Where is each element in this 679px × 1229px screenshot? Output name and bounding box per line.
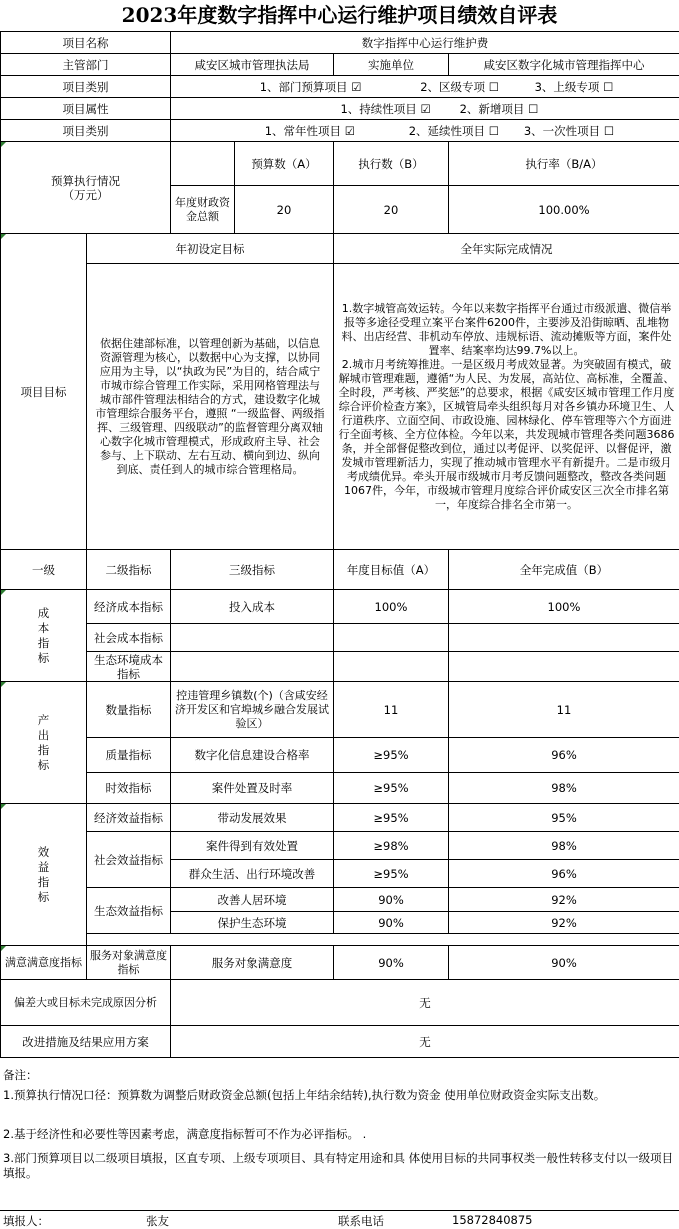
row-l2: 时效指标: [87, 773, 171, 804]
ind-header-l3: 三级指标: [171, 550, 334, 590]
row-a: ≥95%: [334, 860, 449, 888]
lvl1-benefit: 效益指标: [1, 804, 87, 946]
filler-name: 张友: [146, 1213, 169, 1229]
phone-value: 15872840875: [452, 1213, 532, 1227]
row-a: 90%: [334, 946, 449, 980]
row-l3: [171, 624, 334, 652]
row-b: 92%: [449, 888, 679, 912]
row-l3: 带动发展效果: [171, 804, 334, 832]
lvl1-output: 产出指标: [1, 682, 87, 804]
goal-label: 项目目标: [1, 234, 87, 550]
row-b: 92%: [449, 912, 679, 934]
row-b: [449, 652, 679, 682]
row-a: 100%: [334, 590, 449, 624]
filler-label: 填报人：: [3, 1213, 49, 1229]
budget-value-a: 20: [235, 186, 334, 234]
row-b: 98%: [449, 832, 679, 860]
lvl1-satisfaction: 满意满意度指标: [1, 946, 87, 980]
row-b: 100%: [449, 590, 679, 624]
row-l3: 投入成本: [171, 590, 334, 624]
row-l2: 社会成本指标: [87, 624, 171, 652]
impl-value: 咸安区数字化城市管理指挥中心: [449, 54, 679, 76]
budget-header-a: 预算数（A）: [235, 142, 334, 186]
attr-label: 项目属性: [1, 98, 171, 120]
category1-label: 项目类别: [1, 76, 171, 98]
row-b: 96%: [449, 738, 679, 773]
ind-header-l1: 一级: [1, 550, 87, 590]
note-3: 3.部门预算项目以二级项目填报，区直专项、上级专项项目、具有特定用途和具 体使用目标的共同事权类一般性转移支付以一级项目填报。: [3, 1151, 676, 1181]
goal-header-right: 全年实际完成情况: [334, 234, 679, 264]
phone-label: 联系电话: [338, 1213, 384, 1229]
category2-label: 项目类别: [1, 120, 171, 142]
goal-right-text: 1.数字城管高效运转。今年以来数字指挥平台通过市级派遣、微信举报等多途径受理立案平台案件6200件，主要涉及沿街晾晒、乱堆物料、出店经营、非机动车停放、违规标语、流动摊贩等方面，案件处置率、结案率均达99.7%以上。 2.城市月考统筹推进。一是区级月考成效显著。为突破固有模式，破解城市管理难题，遵循“为人民、为发展，高站位、高标准，全覆盖、全时段，严考核、严奖惩”的总要求，根据《咸安区城市管理工作月度综合评价检查方案》，区城管局牵头组织每月对各乡镇办环境卫生、人行道秩序、立面空间、市政设施、园林绿化、停车管理等六个方面进行全面考核、全方位体检。今年以来，共发现城市管理各类问题3686 条，并全部督促整改到位，通过以考促评、以奖促评、以督促评，激发城市管理新活力，实现了推动城市管理水平有新提升。二是市级月考成绩优异。牵头开展市级城市月考反馈问题整改，整改各类问题1067件，今年，市级城市管理月度综合评价咸安区三次全市排名第一，年度综合排名全市第一。: [334, 264, 679, 550]
attr-opt-continuous[interactable]: 1、持续性项目 ☑: [312, 102, 460, 116]
row-a: [334, 624, 449, 652]
row-l2: 生态环境成本指标: [87, 652, 171, 682]
row-l3: 群众生活、出行环境改善: [171, 860, 334, 888]
deviation-value: 无: [171, 980, 679, 1026]
row-b: 90%: [449, 946, 679, 980]
page-title: 2023年度数字指挥中心运行维护项目绩效自评表: [0, 0, 679, 31]
row-b: [449, 624, 679, 652]
row-b: 11: [449, 682, 679, 738]
category1-opt-upper[interactable]: 3、上级专项 ☐: [535, 80, 614, 94]
evaluation-table: [0, 31, 679, 1058]
budget-row-label: 年度财政资金总额: [171, 186, 235, 234]
row-l2: 数量指标: [87, 682, 171, 738]
row-l2: 质量指标: [87, 738, 171, 773]
improve-label: 改进措施及结果应用方案: [1, 1026, 171, 1058]
row-a: ≥98%: [334, 832, 449, 860]
row-a: 90%: [334, 912, 449, 934]
footer: [0, 1210, 679, 1229]
category2-options: [171, 120, 679, 142]
budget-header-rate: 执行率（B/A）: [449, 142, 679, 186]
category2-opt-annual[interactable]: 1、常年性项目 ☑: [236, 124, 384, 138]
row-a: 11: [334, 682, 449, 738]
lvl1-cost: 成本指标: [1, 590, 87, 682]
row-a: 90%: [334, 888, 449, 912]
row-l3: 数字化信息建设合格率: [171, 738, 334, 773]
attr-opt-new[interactable]: 2、新增项目 ☐: [460, 102, 539, 116]
row-l3: 改善人居环境: [171, 888, 334, 912]
budget-value-rate: 100.00%: [449, 186, 679, 234]
ind-header-b: 全年完成值（B）: [449, 550, 679, 590]
ind-header-l2: 二级指标: [87, 550, 171, 590]
row-l2: 经济成本指标: [87, 590, 171, 624]
row-l3: 保护生态环境: [171, 912, 334, 934]
row-l3: 控违管理乡镇数(个)（含咸安经济开发区和官埠城乡融合发展试验区）: [171, 682, 334, 738]
row-a: [334, 652, 449, 682]
category2-opt-extend[interactable]: 2、延续性项目 ☐: [384, 124, 524, 138]
note-2: 2.基于经济性和必要性等因素考虑，满意度指标暂可不作为必评指标。 .: [3, 1127, 676, 1142]
category2-opt-once[interactable]: 3、一次性项目 ☐: [524, 124, 614, 138]
dept-value: 咸安区城市管理执法局: [171, 54, 334, 76]
row-b: 98%: [449, 773, 679, 804]
improve-value: 无: [171, 1026, 679, 1058]
row-l3: 案件得到有效处置: [171, 832, 334, 860]
row-l2: 服务对象满意度指标: [87, 946, 171, 980]
goal-header-left: 年初设定目标: [87, 234, 334, 264]
category1-options: [171, 76, 679, 98]
attr-options: [171, 98, 679, 120]
row-l3: 案件处置及时率: [171, 773, 334, 804]
row-a: ≥95%: [334, 773, 449, 804]
dept-label: 主管部门: [1, 54, 171, 76]
row-l3: 服务对象满意度: [171, 946, 334, 980]
project-name-value: 数字指挥中心运行维护费: [171, 32, 679, 54]
row-a: ≥95%: [334, 738, 449, 773]
budget-header-b: 执行数（B）: [334, 142, 449, 186]
budget-label: 预算执行情况 （万元）: [1, 142, 171, 234]
deviation-label: 偏差大或目标未完成原因分析: [1, 980, 171, 1026]
row-l2: 社会效益指标: [87, 832, 171, 888]
project-name-label: 项目名称: [1, 32, 171, 54]
category1-opt-dept[interactable]: 1、部门预算项目 ☑: [237, 80, 385, 94]
row-b: 96%: [449, 860, 679, 888]
budget-value-b: 20: [334, 186, 449, 234]
ind-header-a: 年度目标值（A）: [334, 550, 449, 590]
row-l2: 生态效益指标: [87, 888, 171, 934]
note-1: 1.预算执行情况口径：预算数为调整后财政资金总额(包括上年结余结转),执行数为资金 使用单位财政资金实际支出数。: [3, 1088, 676, 1103]
row-b: 95%: [449, 804, 679, 832]
notes-title: 备注：: [3, 1068, 676, 1083]
category1-opt-district[interactable]: 2、区级专项 ☐: [385, 80, 535, 94]
goal-left-text: 依据住建部标准，以管理创新为基础，以信息资源管理为核心，以数据中心为支撑，以协同应用为主导，以“执政为民”为目的，结合咸宁市城市综合管理工作实际，采用网格管理法与城市部件管理法相结合的方式，建设数字化城市管理综合服务平台，遵照 “一级监督、两级指挥、三级管理、四级联动”的监督管理分离双轴心数字化城市管理模式，形成政府主导、社会参与、上下联动、左右互动、横向到边、纵向到底、责任到人的城市综合管理格局。: [87, 264, 334, 550]
row-a: ≥95%: [334, 804, 449, 832]
row-l2: 经济效益指标: [87, 804, 171, 832]
impl-label: 实施单位: [334, 54, 449, 76]
row-l3: [171, 652, 334, 682]
